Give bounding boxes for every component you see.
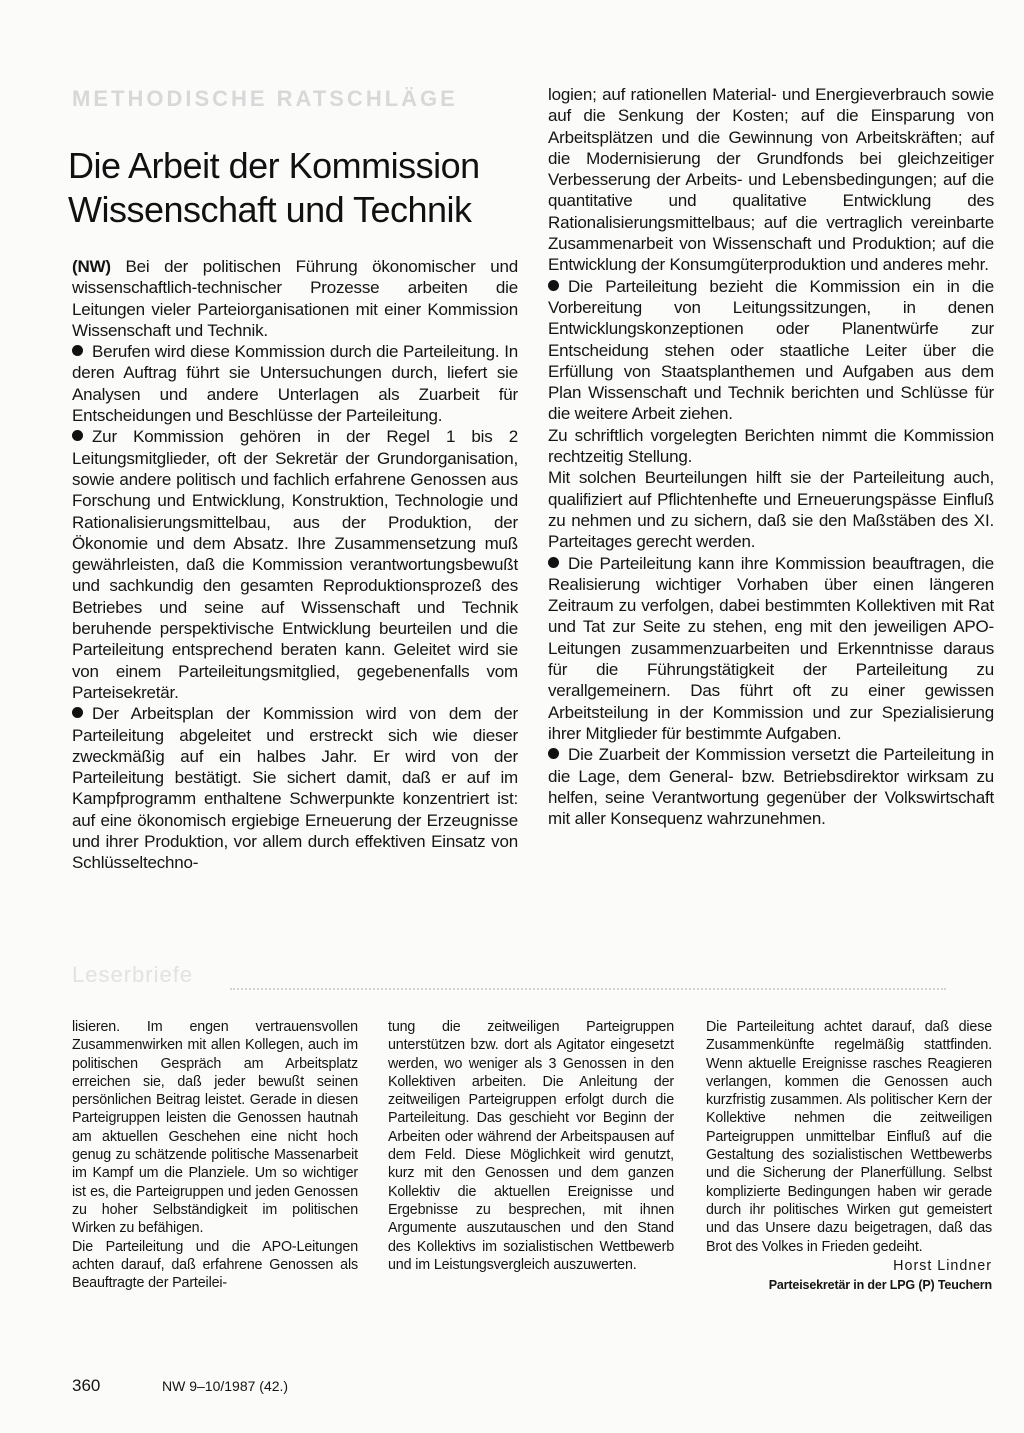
letter-paragraph: Die Parteileitung achtet darauf, daß diese Zusammenkünfte regelmäßig stattfinden. Wenn aktuelle Ereignisse rasches Reagieren verlangen, kommen die Genossen auch kurzfristig zusammen. Als politischer Kern der Kollektive nehmen die zeitweiligen Parteigruppen unmittelbar Einfluß auf die Gestaltung des sozialistischen Wettbewerbs und die Sicherung der Planerfüllung. Selbst komplizierte Bedingungen haben wir gerade durch ihr politisches Wirken gut gemeistert und das Unsere dazu beigetragen, daß das Brot des Volkes in Frieden gedeiht. bbox=[706, 1019, 992, 1255]
letter-author-role: Parteisekretär in der LPG (P) Teuchern bbox=[768, 1278, 992, 1293]
headline-line-2: Wissenschaft und Technik bbox=[68, 189, 472, 230]
bullet-paragraph bbox=[72, 703, 518, 873]
body-paragraph: Mit solchen Beurteilungen hilft sie der Parteileitung auch, qualifiziert auf Pflichtenhefte und Erneuerungspässe Einfluß zu nehmen und zu sichern, daß sie den Maßstäben des XI. Parteitages gerecht werden. bbox=[548, 468, 994, 552]
letter-author: Horst Lindner bbox=[893, 1257, 992, 1274]
bullet-paragraph bbox=[548, 276, 994, 425]
bullet-icon bbox=[72, 345, 83, 356]
bullet-icon bbox=[72, 707, 83, 718]
letters-column-2 bbox=[388, 1018, 674, 1274]
letter-paragraph: tung die zeitweiligen Parteigruppen unterstützen bzw. dort als Agitator eingesetzt werden, wo weniger als 3 Genossen in den Kollektiven arbeiten. Die Anleitung der zeitweiligen Parteigruppen erfolgt durch die Parteileitung. Das geschieht vor Beginn der Arbeiten oder während der Arbeitspausen auf dem Feld. Diese Möglichkeit wird genutzt, kurz mit den Genossen und dem ganzen Kollektiv die aktuellen Ereignisse und Ergebnisse zu besprechen, mit ihnen Argumente auszutauschen und den Stand des Kollektivs im sozialistischen Wettbewerb und im Leistungsvergleich auszuwerten. bbox=[388, 1019, 674, 1273]
letters-section-label: Leserbriefe bbox=[72, 962, 194, 987]
bullet-text: Die Parteileitung kann ihre Kommission beauftragen, die Realisierung wichtiger Vorhaben über einen längeren Zeitraum zu verfolgen, dabei bestimmten Kollektiven mit Rat und Tat zur Seite zu stehen, eng mit den jeweiligen APO-Leitungen zusammenzuarbeiten und Erkenntnisse daraus für die Führungstätigkeit der Parteileitung zu verallgemeinern. Das führt oft zu einer gewissen Arbeitsteilung in der Kommission und zur Spezialisierung ihrer Mitglieder für bestimmte Aufgaben. bbox=[548, 553, 994, 743]
body-paragraph: logien; auf rationellen Material- und Energieverbrauch sowie auf die Senkung der Kosten; auf die Einsparung von Arbeitsplätzen und die Gewinnung von Arbeitskräften; auf die Modernisierung der Grundfonds bei gleichzeitiger Verbesserung der Arbeits- und Lebensbedingungen; auf die quantitative und qualitative Entwicklung des Rationalisierungsmittelbaus; auf die vertraglich vereinbarte Zusammenarbeit von Wissenschaft und Produktion; auf die Entwicklung der Konsumgüterproduktion und anderes mehr. bbox=[548, 85, 994, 275]
article-column-left bbox=[72, 256, 518, 874]
lead-tag: (NW) bbox=[72, 257, 111, 276]
bullet-paragraph bbox=[548, 553, 994, 745]
bullet-icon bbox=[72, 430, 83, 441]
bullet-paragraph bbox=[72, 341, 518, 426]
letter-paragraph: Die Parteileitung und die APO-Leitungen achten darauf, daß erfahrene Genossen als Beauftragte der Parteilei- bbox=[72, 1238, 358, 1292]
bullet-icon bbox=[548, 280, 559, 291]
headline-line-1: Die Arbeit der Kommission bbox=[68, 145, 480, 186]
article-headline bbox=[68, 144, 538, 232]
section-kicker: METHODISCHE RATSCHLÄGE bbox=[72, 86, 458, 111]
issue-reference: NW 9–10/1987 (42.) bbox=[162, 1378, 289, 1394]
bullet-text: Zur Kommission gehören in der Regel 1 bis 2 Leitungsmitglieder, oft der Sekretär der Grundorganisation, sowie andere politisch und fachlich erfahrene Genossen aus Forschung und Entwicklung, Konstruktion, Technologie und Rationalisierungsmittelbau, aus der Produktion, der Ökonomie und dem Absatz. Ihre Zusammensetzung muß gewährleisten, daß die Kommission verantwortungsbewußt und sachkundig den gesamten Reproduktionsprozeß des Betriebes und seine auf Wissenschaft und Technik beruhende perspektivische Entwicklung beurteilen und die Parteileitung entsprechend beraten kann. Geleitet wird sie von einem Parteileitungsmitglied, gegebenenfalls vom Parteisekretär. bbox=[72, 427, 518, 702]
article-column-right bbox=[548, 84, 994, 829]
page-number: 360 bbox=[72, 1376, 101, 1395]
bullet-text: Die Zuarbeit der Kommission versetzt die Parteileitung in die Lage, dem General- bzw. Betriebsdirektor wirksam zu helfen, seine Verantwortung gegenüber der Volkswirtschaft mit aller Konsequenz wahrzunehmen. bbox=[548, 745, 994, 829]
section-divider bbox=[230, 988, 946, 990]
letters-column-1 bbox=[72, 1018, 358, 1292]
bullet-paragraph bbox=[548, 744, 994, 829]
bullet-icon bbox=[548, 557, 559, 568]
bullet-text: Die Parteileitung bezieht die Kommission ein in die Vorbereitung von Leitungssitzungen, in denen Entwicklungskonzeptionen oder Planentwürfe zur Entscheidung stehen oder staatliche Leiter über die Erfüllung von Staatsplanthemen und Aufgaben aus dem Plan Wissenschaft und Technik berichten und Schlüsse für die weitere Arbeit ziehen. bbox=[548, 276, 994, 424]
letter-paragraph: lisieren. Im engen vertrauensvollen Zusammenwirken mit allen Kollegen, auch im politischen Gespräch am Arbeitsplatz erreichen sie, daß jeder bewußt seinen persönlichen Beitrag leistet. Gerade in diesen Parteigruppen leisten die Genossen hautnah am aktuellen Geschehen eine nicht hoch genug zu schätzende politische Massenarbeit im Kampf um die Planziele. Um so wichtiger ist es, die Parteigruppen und jeden Genossen zu hoher Selbständigkeit im politischen Wirken zu befähigen. bbox=[72, 1019, 358, 1237]
intro-text: Bei der politischen Führung ökonomischer und wissenschaftlich-technischer Prozesse arbeiten die Leitungen vieler Parteiorganisationen mit einer Kommission Wissenschaft und Technik. bbox=[72, 257, 519, 340]
bullet-text: Berufen wird diese Kommission durch die Parteileitung. In deren Auftrag führt sie Untersuchungen durch, liefert sie Analysen und andere Unterlagen als Zuarbeit für Entscheidungen und Beschlüsse der Parteileitung. bbox=[72, 342, 518, 426]
body-paragraph: Zu schriftlich vorgelegten Berichten nimmt die Kommission rechtzeitig Stellung. bbox=[548, 425, 994, 467]
bullet-text: Der Arbeitsplan der Kommission wird von dem der Parteileitung abgeleitet und erstreckt sich wie dieser zweckmäßig auf ein halbes Jahr. Er wird von der Parteileitung bestätigt. Sie sichert damit, daß er auf im Kampfprogramm enthaltene Schwerpunkte konzentriert ist: auf eine ökonomisch ergiebige Erneuerung der Erzeugnisse und ihrer Produktion, vor allem durch effektiven Einsatz von Schlüsseltechno- bbox=[72, 704, 518, 873]
intro-paragraph bbox=[72, 256, 518, 341]
bullet-paragraph bbox=[72, 426, 518, 703]
bullet-icon bbox=[548, 748, 559, 759]
letters-column-3 bbox=[706, 1018, 992, 1294]
